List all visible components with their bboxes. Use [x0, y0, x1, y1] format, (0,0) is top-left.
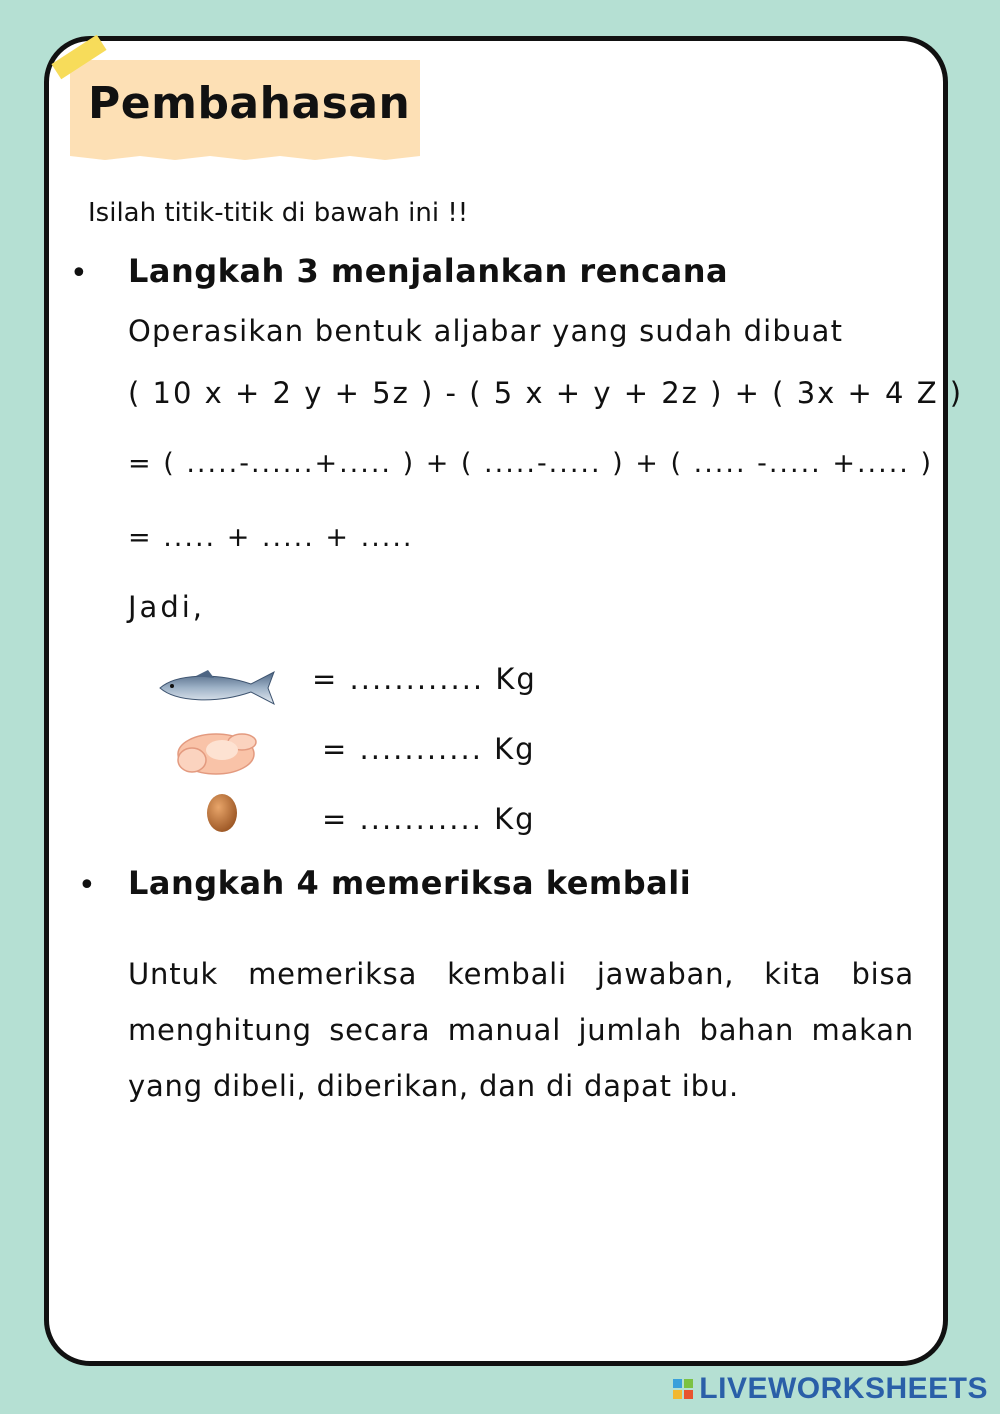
chicken-icon	[172, 722, 262, 780]
fish-icon	[156, 668, 278, 708]
step3-intro: Operasikan bentuk aljabar yang sudah dibuat	[128, 314, 844, 348]
step3-heading: Langkah 3 menjalankan rencana	[128, 252, 729, 290]
step3-line1: = ( .....-......+..... ) + ( .....-..... ) + ( ..... -..... +..... )	[128, 448, 934, 479]
fish-weight: = ............ Kg	[312, 662, 537, 696]
egg-weight: = ........... Kg	[322, 802, 536, 836]
step4-paragraph: Untuk memeriksa kembali jawaban, kita bisa menghitung secara manual jumlah bahan makan yang dibeli, diberikan, dan di dapat ibu.	[128, 957, 914, 1103]
instruction-text: Isilah titik-titik di bawah ini !!	[88, 198, 469, 228]
egg-icon	[204, 790, 240, 834]
step3-line2: = ..... + ..... + .....	[128, 522, 414, 553]
chicken-weight: = ........... Kg	[322, 732, 536, 766]
bullet-step3: •	[70, 256, 88, 291]
liveworksheets-watermark	[673, 1372, 988, 1406]
page-title: Pembahasan	[88, 78, 411, 129]
bullet-step4: •	[78, 868, 96, 903]
liveworksheets-logo-icon	[673, 1379, 693, 1399]
watermark-text: LIVEWORKSHEETS	[699, 1372, 988, 1405]
step3-conclusion: Jadi,	[128, 590, 206, 624]
step3-expression: ( 10 x + 2 y + 5z ) - ( 5 x + y + 2z ) + ( 3x + 4 Z )	[128, 376, 964, 410]
step4-heading: Langkah 4 memeriksa kembali	[128, 864, 692, 902]
